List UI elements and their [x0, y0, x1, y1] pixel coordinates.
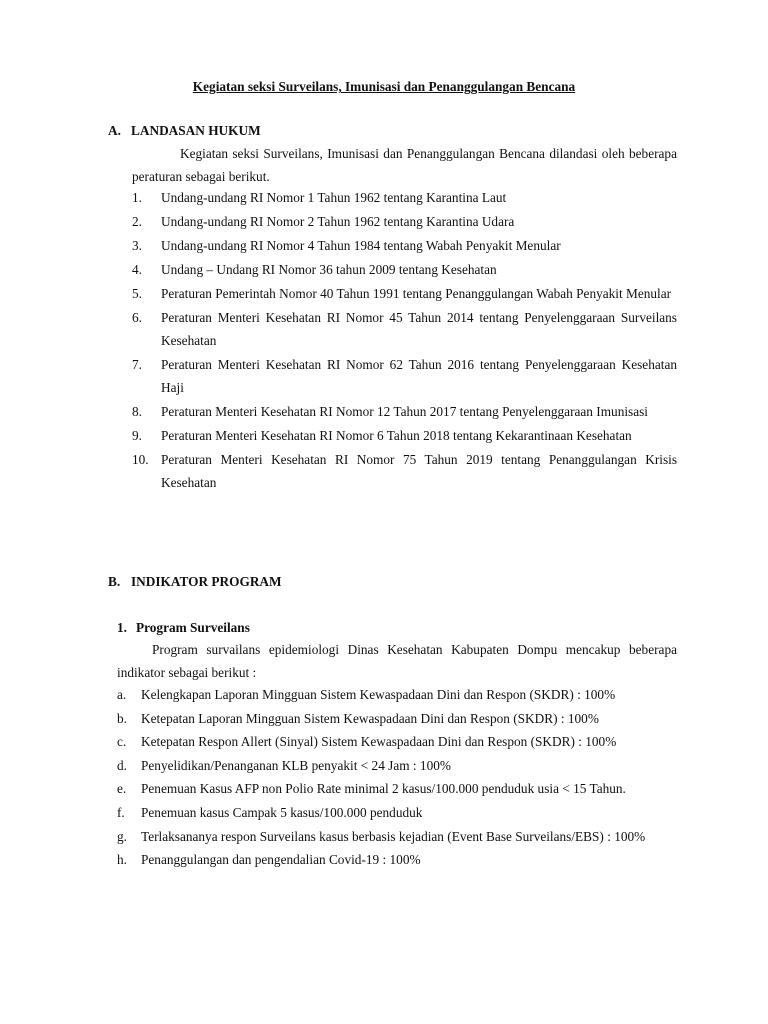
subsection-title: Program Surveilans — [136, 620, 250, 635]
section-title: INDIKATOR PROGRAM — [131, 574, 282, 589]
section-heading-indikator-program — [108, 571, 282, 594]
list-item — [117, 755, 677, 778]
list-item — [132, 307, 677, 352]
list-item — [132, 259, 677, 282]
item-text: Peraturan Menteri Kesehatan RI Nomor 6 Tahun 2018 tentang Kekarantinaan Kesehatan — [161, 428, 632, 444]
item-text: Undang-undang RI Nomor 1 Tahun 1962 tentang Karantina Laut — [161, 190, 507, 205]
item-text: Peraturan Menteri Kesehatan RI Nomor 75 Tahun 2019 tentang Penanggulangan Krisis Kesehatan — [161, 452, 677, 490]
list-item — [117, 731, 677, 754]
item-number: 9. — [132, 428, 142, 444]
section-title: LANDASAN HUKUM — [131, 123, 261, 138]
item-number: 8. — [132, 404, 142, 420]
item-letter: h. — [117, 852, 127, 868]
list-item — [117, 778, 677, 801]
item-text: Peraturan Menteri Kesehatan RI Nomor 62 Tahun 2016 tentang Penyelenggaraan Kesehatan Haji — [161, 357, 677, 395]
list-item — [132, 187, 677, 210]
list-item — [132, 235, 677, 258]
list-item — [117, 684, 677, 707]
section-intro-paragraph: Kegiatan seksi Surveilans, Imunisasi dan Penanggulangan Bencana dilandasi oleh beberapa peraturan sebagai berikut. — [132, 146, 677, 184]
item-number: 3. — [132, 238, 142, 254]
item-letter: g. — [117, 828, 127, 844]
item-text: Peraturan Pemerintah Nomor 40 Tahun 1991 tentang Penanggulangan Wabah Penyakit Menular — [161, 286, 672, 302]
item-text: Peraturan Menteri Kesehatan RI Nomor 12 Tahun 2017 tentang Penyelenggaraan Imunisasi — [161, 404, 648, 420]
item-text: Undang-undang RI Nomor 2 Tahun 1962 tentang Karantina Udara — [161, 214, 515, 230]
item-text: Terlaksananya respon Surveilans kasus berbasis kejadian (Event Base Surveilans/EBS) : 100% — [141, 828, 646, 844]
list-item — [117, 708, 677, 731]
item-text: Peraturan Menteri Kesehatan RI Nomor 45 Tahun 2014 tentang Penyelenggaraan Surveilans Kesehatan — [161, 310, 677, 349]
section-letter: B. — [108, 574, 121, 589]
item-number: 7. — [132, 357, 142, 373]
item-text: Ketepatan Respon Allert (Sinyal) Sistem Kewaspadaan Dini dan Respon (SKDR) : 100% — [141, 734, 617, 750]
item-number: 4. — [132, 262, 142, 278]
item-number: 2. — [132, 214, 142, 230]
item-number: 6. — [132, 310, 142, 326]
item-text: Ketepatan Laporan Mingguan Sistem Kewaspadaan Dini dan Respon (SKDR) : 100% — [141, 710, 599, 726]
list-item — [132, 283, 677, 306]
item-text: Undang-undang RI Nomor 4 Tahun 1984 tentang Wabah Penyakit Menular — [161, 238, 561, 254]
item-number: 10. — [132, 452, 149, 468]
list-item — [132, 401, 677, 424]
item-text: Undang – Undang RI Nomor 36 tahun 2009 tentang Kesehatan — [161, 262, 497, 278]
subsection-heading-program-surveilans — [117, 617, 250, 640]
indicator-list — [117, 684, 677, 873]
list-item — [117, 826, 677, 849]
section-letter: A. — [108, 123, 121, 138]
list-item — [132, 449, 677, 494]
item-number: 5. — [132, 286, 142, 302]
item-letter: f. — [117, 804, 125, 820]
list-item — [132, 425, 677, 448]
item-text: Penyelidikan/Penanganan KLB penyakit < 24 Jam : 100% — [141, 757, 451, 773]
list-item — [132, 211, 677, 234]
regulation-list — [132, 187, 677, 496]
list-item — [132, 354, 677, 399]
list-item — [117, 849, 677, 872]
item-text: Kelengkapan Laporan Mingguan Sistem Kewaspadaan Dini dan Respon (SKDR) : 100% — [141, 687, 616, 702]
item-number: 1. — [132, 190, 142, 205]
list-item — [117, 802, 677, 825]
item-text: Penemuan Kasus AFP non Polio Rate minimal 2 kasus/100.000 penduduk usia < 15 Tahun. — [141, 781, 626, 797]
item-letter: d. — [117, 757, 127, 773]
item-text: Penemuan kasus Campak 5 kasus/100.000 penduduk — [141, 804, 423, 820]
subsection-intro-paragraph: Program survailans epidemiologi Dinas Kesehatan Kabupaten Dompu mencakup beberapa indikator sebagai berikut : — [117, 642, 677, 680]
item-letter: a. — [117, 687, 127, 702]
section-heading-landasan-hukum — [108, 120, 261, 143]
subsection-number: 1. — [117, 620, 127, 635]
page-title: Kegiatan seksi Surveilans, Imunisasi dan Penanggulangan Bencana — [192, 79, 576, 94]
item-letter: e. — [117, 781, 127, 797]
item-letter: c. — [117, 734, 127, 750]
item-text: Penanggulangan dan pengendalian Covid-19 : 100% — [141, 852, 421, 868]
item-letter: b. — [117, 710, 127, 726]
